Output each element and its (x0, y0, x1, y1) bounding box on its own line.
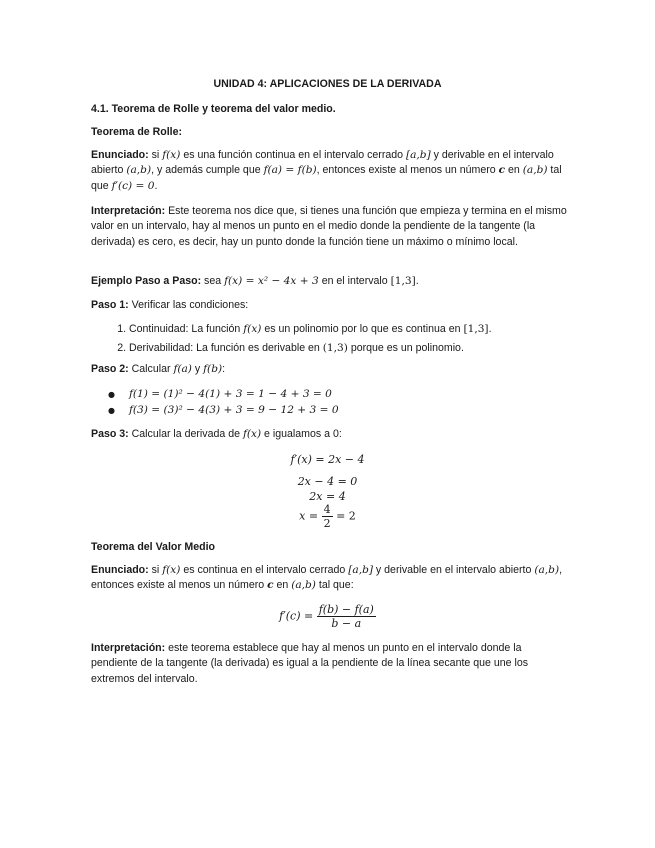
section-heading: 4.1. Teorema de Rolle y teorema del valor medio. (91, 103, 336, 115)
rolle-heading: Teorema de Rolle: (91, 126, 183, 138)
enunciado-label: Enunciado: (91, 149, 149, 161)
fraction (322, 503, 333, 530)
text: si (148, 149, 163, 161)
math: f(x) (243, 323, 262, 335)
math: f(x) (242, 428, 262, 440)
numerator: f(b) − f(a) (318, 603, 374, 616)
tvm-enunciado (91, 563, 569, 594)
text: Derivabilidad: La función es derivable en (129, 342, 323, 355)
equation-1: 2x − 4 = 0 (297, 475, 358, 488)
paso1-list (91, 322, 607, 357)
math: f(a) = f(b) (263, 164, 317, 177)
paso1-line (91, 298, 569, 313)
text: y (191, 363, 204, 375)
fraction (317, 603, 376, 630)
paso2-label: Paso 2: (91, 363, 129, 375)
text: Calcular la derivada de (128, 428, 243, 440)
math: f(x) (162, 564, 181, 576)
math: f(a) (173, 363, 192, 375)
text: tal que: (315, 579, 354, 592)
text: . (415, 275, 419, 287)
rolle-interpretacion (91, 204, 569, 250)
text: Verificar las condiciones: (128, 299, 249, 311)
math: (1,3) (322, 342, 348, 355)
text: , entonces existe al menos un número (316, 164, 499, 177)
enunciado-label: Enunciado: (91, 564, 149, 576)
text: . (488, 323, 492, 335)
list-item (129, 322, 607, 337)
math: [a,b] (348, 564, 373, 576)
math: (a,b) (534, 564, 560, 576)
denominator: b − a (331, 617, 362, 630)
rolle-enunciado (91, 148, 569, 194)
paso1-label: Paso 1: (91, 299, 129, 311)
math: f′(c) = 0 (111, 179, 155, 192)
math: (a,b) (522, 164, 548, 177)
math: x = (299, 509, 319, 523)
text: es una función continua en el intervalo cerrado (180, 149, 406, 161)
paso3-label: Paso 3: (91, 428, 129, 440)
list-item: ● f(3) = (3)² − 4(3) + 3 = 9 − 12 + 3 = 0 (129, 403, 607, 418)
text: en (273, 579, 292, 592)
equation-2: 2x = 4 (309, 490, 346, 503)
tvm-heading: Teorema del Valor Medio (91, 541, 216, 553)
interpretacion-label: Interpretación: (91, 205, 166, 217)
text: es continua en el intervalo cerrado (180, 564, 349, 576)
math: (a,b) (126, 164, 152, 177)
text: sea (201, 275, 225, 287)
math: c (498, 164, 506, 177)
paso3-line (91, 427, 569, 442)
math: (a,b) (291, 579, 316, 592)
list-item: ● f(1) = (1)² − 4(1) + 3 = 1 − 4 + 3 = 0 (129, 387, 607, 402)
paso2-list (91, 387, 607, 419)
text: , entonces existe al menos un número (91, 564, 563, 592)
text: tal que (91, 164, 562, 192)
text: en (505, 164, 523, 177)
tvm-interpretacion (91, 641, 569, 687)
text: en el intervalo (318, 275, 391, 287)
text: si (148, 564, 163, 576)
math: f(b) (203, 363, 223, 375)
ejemplo-label: Ejemplo Paso a Paso: (91, 275, 202, 287)
math: [1,3] (390, 275, 416, 287)
math: = 2 (336, 509, 356, 523)
text: es un polinomio por lo que es continua en (261, 323, 464, 335)
text: , y además cumple que (151, 164, 264, 177)
document-title: UNIDAD 4: APLICACIONES DE LA DERIVADA (213, 78, 442, 90)
numerator: 4 (323, 503, 331, 516)
text: : (222, 363, 226, 375)
text: este teorema establece que hay al menos un punto en el intervalo donde la pendiente de la tangente (la derivada) es igual a la pendiente de la línea secante que une los extremos del intervalo. (91, 642, 529, 685)
text: Continuidad: La función (129, 323, 244, 335)
paso2-line (91, 362, 569, 377)
text: Este teorema nos dice que, si tienes una función que empieza y termina en el mismo valor en un intervalo, hay al menos un punto en el medio donde la pendiente de la tangente (la derivada) es cero, es decir, hay un punto donde la función tiene un máximo o mínimo local. (91, 205, 567, 248)
text: Calcular (128, 363, 174, 375)
math: c (267, 579, 274, 592)
text: . (154, 179, 158, 192)
list-item (129, 341, 607, 356)
interpretacion-label: Interpretación: (91, 642, 166, 654)
math: f(x) = x² − 4x + 3 (224, 275, 319, 287)
math: [a,b] (405, 149, 431, 161)
text: porque es un polinomio. (347, 342, 464, 355)
text: y derivable en el intervalo abierto (91, 149, 554, 177)
ejemplo-line (91, 274, 569, 289)
derivative-equation: f′(x) = 2x − 4 (290, 453, 365, 466)
text: y derivable en el intervalo abierto (372, 564, 535, 576)
mvt-formula (0, 603, 655, 630)
equation-3 (0, 503, 655, 530)
math: f′(c) = (279, 609, 314, 623)
denominator: 2 (323, 517, 331, 530)
math: f(x) (162, 149, 181, 161)
text: e igualamos a 0: (261, 428, 342, 440)
math: [1,3] (463, 323, 489, 335)
